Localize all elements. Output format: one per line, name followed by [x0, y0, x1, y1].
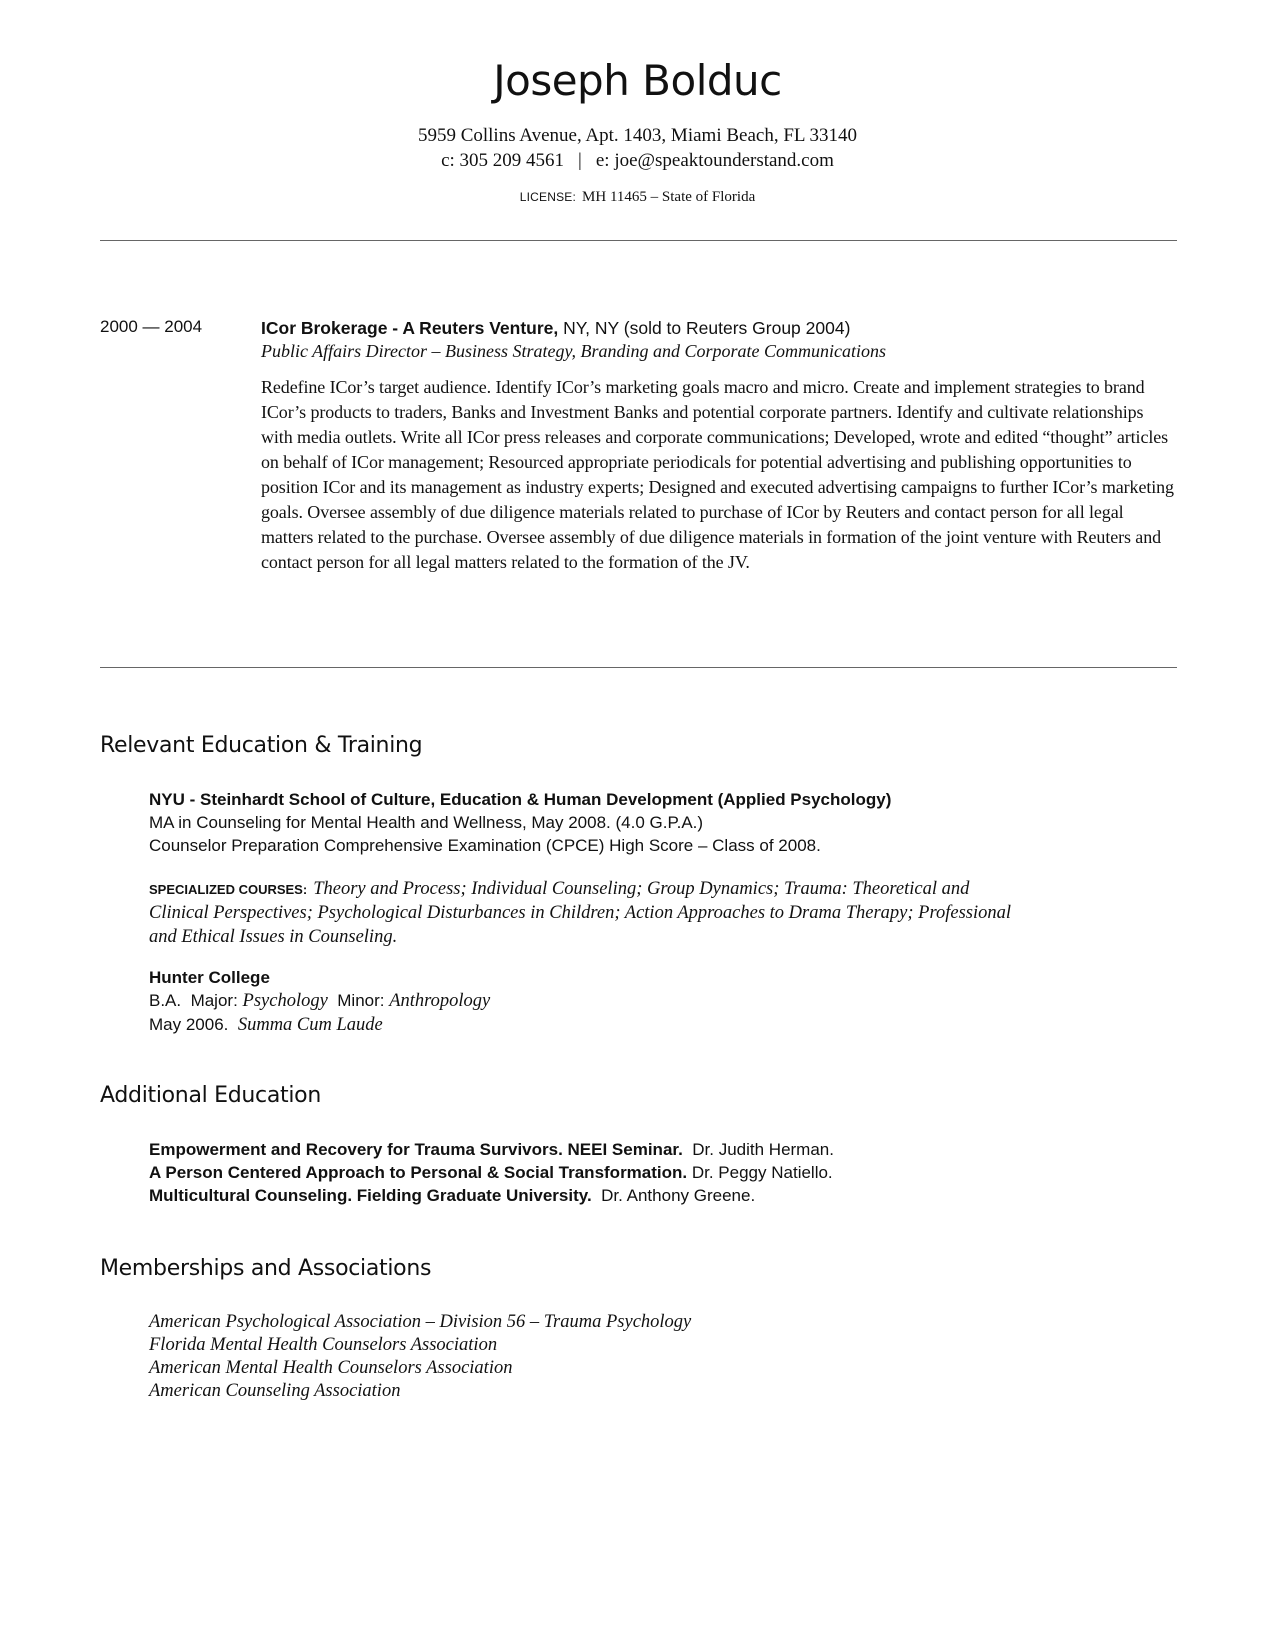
additional-item-instructor: Dr. Anthony Greene.: [591, 1186, 756, 1205]
header-divider: [100, 240, 1177, 241]
additional-item-title: Multicultural Counseling. Fielding Graduate University.: [149, 1186, 592, 1205]
graduation-date: May 2006.: [149, 1015, 238, 1034]
courses-label: SPECIALIZED COURSES:: [149, 882, 308, 897]
hunter-date-line: [149, 1013, 1149, 1037]
nyu-school: NYU - Steinhardt School of Culture, Education & Human Development (Applied Psychology): [149, 790, 892, 809]
license-value: MH 11465 – State of Florida: [582, 189, 756, 205]
applicant-name: Joseph Bolduc: [493, 56, 782, 105]
major: Psychology: [242, 991, 328, 1011]
address: 5959 Collins Avenue, Apt. 1403, Miami Beach, FL 33140: [417, 125, 858, 146]
additional-item: [149, 1161, 1149, 1184]
job-description: Redefine ICor’s target audience. Identify ICor’s marketing goals macro and micro. Create and implement strategies to brand ICor’s products to traders, Banks and Investment Banks and potential corporate partners. Identify and cultivate relationships with media outlets. Write all ICor press releases and corporate communications; Developed, wrote and edited “thought” articles on behalf of ICor management; Resourced appropriate periodicals for potential advertising and publishing opportunities to position ICor and its management as industry experts; Designed and executed advertising campaigns to further ICor’s marketing goals. Oversee assembly of due diligence materials related to purchase of ICor by Reuters and contact person for all legal matters related to the purchase. Oversee assembly of due diligence materials in formation of the joint venture with Reuters and contact person for all legal matters related to the formation of the JV.: [261, 377, 1174, 572]
contact-line: [0, 150, 1275, 172]
license-line: [0, 189, 1275, 206]
membership-item: American Counseling Association: [149, 1381, 401, 1401]
hunter-entry: [149, 966, 1149, 1037]
additional-item-instructor: Dr. Judith Herman.: [682, 1140, 834, 1159]
membership-item: American Mental Health Counselors Association: [149, 1358, 513, 1378]
job-body: [261, 317, 1177, 575]
education-heading: Relevant Education & Training: [100, 733, 423, 758]
additional-item-title: Empowerment and Recovery for Trauma Survivors. NEEI Seminar.: [149, 1140, 683, 1159]
experience-divider: [100, 667, 1177, 668]
email-address: e: joe@speaktounderstand.com: [595, 150, 834, 171]
additional-heading: Additional Education: [100, 1083, 321, 1108]
hunter-school: Hunter College: [149, 968, 270, 987]
nyu-exam: Counselor Preparation Comprehensive Examination (CPCE) High Score – Class of 2008.: [149, 836, 821, 855]
membership-item: Florida Mental Health Counselors Association: [149, 1335, 498, 1355]
additional-item: [149, 1138, 1149, 1161]
license-label: LICENSE:: [519, 190, 577, 204]
additional-item-instructor: Dr. Peggy Natiello.: [687, 1163, 833, 1182]
degree-prefix: B.A. Major:: [149, 991, 243, 1010]
job-company-line: [261, 317, 1177, 339]
additional-list: [149, 1138, 1149, 1207]
nyu-entry: [149, 788, 1149, 857]
courses-list: Theory and Process; Individual Counseling; Group Dynamics; Trauma: Theoretical and Clinical Perspectives; Psychological Disturbances in Children; Action Approaches to Drama Therapy; Professional and Ethical Issues in Counseling.: [149, 879, 1012, 947]
job-dates: 2000 — 2004: [100, 317, 203, 336]
specialized-courses: [149, 877, 1029, 949]
membership-item: American Psychological Association – Division 56 – Trauma Psychology: [149, 1312, 692, 1332]
job-title: Public Affairs Director – Business Strategy, Branding and Corporate Communications: [261, 341, 886, 361]
hunter-degree: [149, 989, 1149, 1013]
memberships-list: [149, 1311, 1149, 1403]
minor-prefix: Minor:: [327, 991, 390, 1010]
nyu-degree: MA in Counseling for Mental Health and Wellness, May 2008. (4.0 G.P.A.): [149, 813, 704, 832]
minor: Anthropology: [389, 991, 491, 1011]
additional-item: [149, 1184, 1149, 1207]
honors: Summa Cum Laude: [237, 1015, 383, 1035]
job-company: ICor Brokerage - A Reuters Venture,: [261, 318, 559, 338]
contact-separator: |: [578, 150, 582, 171]
memberships-heading: Memberships and Associations: [100, 1256, 432, 1281]
additional-item-title: A Person Centered Approach to Personal & Social Transformation.: [149, 1163, 688, 1182]
phone-number: c: 305 209 4561: [441, 150, 565, 171]
job-location: NY, NY (sold to Reuters Group 2004): [558, 318, 851, 338]
